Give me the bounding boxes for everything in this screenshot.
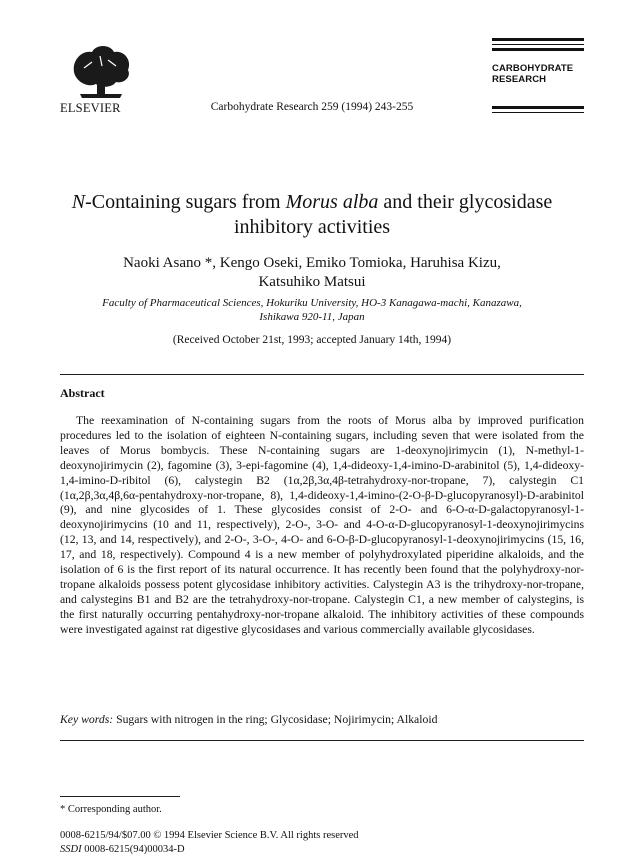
abstract-heading: Abstract bbox=[60, 386, 105, 400]
ssdi-label: SSDI bbox=[60, 844, 82, 855]
copyright-line: 0008-6215/94/$07.00 © 1994 Elsevier Science B.V. All rights reserved bbox=[60, 830, 359, 841]
keywords-text: Sugars with nitrogen in the ring; Glycosidase; Nojirimycin; Alkaloid bbox=[116, 713, 438, 726]
article-title bbox=[40, 190, 584, 240]
keywords bbox=[60, 712, 584, 727]
received-dates: (Received October 21st, 1993; accepted January 14th, 1994) bbox=[172, 334, 452, 346]
affiliation bbox=[70, 296, 554, 324]
corresponding-author-footnote: * Corresponding author. bbox=[60, 804, 162, 815]
title-prefix: N bbox=[71, 191, 86, 213]
authors-line1: Naoki Asano *, Kengo Oseki, Emiko Tomioka, Haruhisa Kizu, bbox=[123, 255, 501, 271]
journal-reference: Carbohydrate Research 259 (1994) 243-255 bbox=[210, 101, 414, 113]
title-part1: -Containing sugars from bbox=[85, 191, 286, 213]
journal-bottom-rules bbox=[492, 106, 584, 118]
affiliation-line2: Ishikawa 920-11, Japan bbox=[259, 311, 365, 323]
journal-name-line2: RESEARCH bbox=[492, 74, 547, 85]
authors bbox=[60, 254, 564, 292]
journal-name bbox=[492, 63, 573, 85]
abstract-top-rule bbox=[60, 374, 584, 375]
elsevier-tree-logo bbox=[70, 38, 132, 100]
footnote-rule bbox=[60, 796, 180, 797]
ssdi-line bbox=[60, 844, 185, 855]
title-part2: and their glycosidase inhibitory activities bbox=[233, 191, 553, 238]
journal-top-rules bbox=[492, 38, 584, 58]
abstract-bottom-rule bbox=[60, 740, 584, 741]
journal-name-line1: CARBOHYDRATE bbox=[492, 63, 574, 74]
affiliation-line1: Faculty of Pharmaceutical Sciences, Hokuriku University, HO-3 Kanagawa-machi, Kanazawa, bbox=[102, 297, 522, 309]
ssdi-value: 0008-6215(94)00034-D bbox=[84, 844, 185, 855]
title-species: Morus alba bbox=[285, 191, 379, 213]
abstract-text: The reexamination of N-containing sugars from the roots of Morus alba by improved purification procedures led to the isolation of eighteen N-containing sugars, including seven that were isolated from the leaves of Morus bombycis. These N-containing sugars are 1-deoxynojirimycin (1), N-methyl-1-deoxynojirimycin (2), fagomine (3), 3-epi-fagomine (4), 1,4-dideoxy-1,4-imino-D-arabinitol (5), 1,4-dideoxy-1,4-imino-D-ribitol (6), calystegin B2 (1α,2β,3α,4β-tetrahydroxy-nor-tropane, 7), calystegin C1 (1α,2β,3α,4β,6α-pentahydroxy-nor-tropane, 8), 1,4-dideoxy-1,4-imino-(2-O-β-D-glucopyranosyl)-D-arabinitol (9), and nine glycosides of 1. These glycosides consist of 2-O- and 6-O-α-D-galactopyranosyl-1-deoxynojirimycins (10 and 11, respectively), 2-O-, 3-O- and 4-O-α-D-glucopyranosyl-1-deoxynojirimycins (12, 13, and 14, respectively), and 2-O-, 3-O-, 4-O- and 6-O-β-D-glucopyranosyl-1-deoxynojirimycins (15, 16, 17, and 18, respectively). Compound 4 is a new member of polyhydroxylated piperidine alkaloids, and the isolation of 6 is the first report of its natural occurrence. It has recently been found that the polyhydroxy-nor-tropane alkaloids possess potent glycosidase inhibitory activities. Calystegin A3 is the trihydroxy-nor-tropane, and calystegins B1 and B2 are the tetrahydroxy-nor-tropane. Calystegin C1, a new member of calystegins, is the first naturally occurring pentahydroxy-nor-tropane alkaloid. The inhibitory activities of these compounds were investigated against rat digestive glycosidases and various commercially available glycosidases. bbox=[60, 414, 584, 636]
publisher-name: ELSEVIER bbox=[60, 101, 121, 115]
authors-line2: Katsuhiko Matsui bbox=[258, 274, 366, 290]
keywords-label: Key words: bbox=[60, 713, 114, 726]
